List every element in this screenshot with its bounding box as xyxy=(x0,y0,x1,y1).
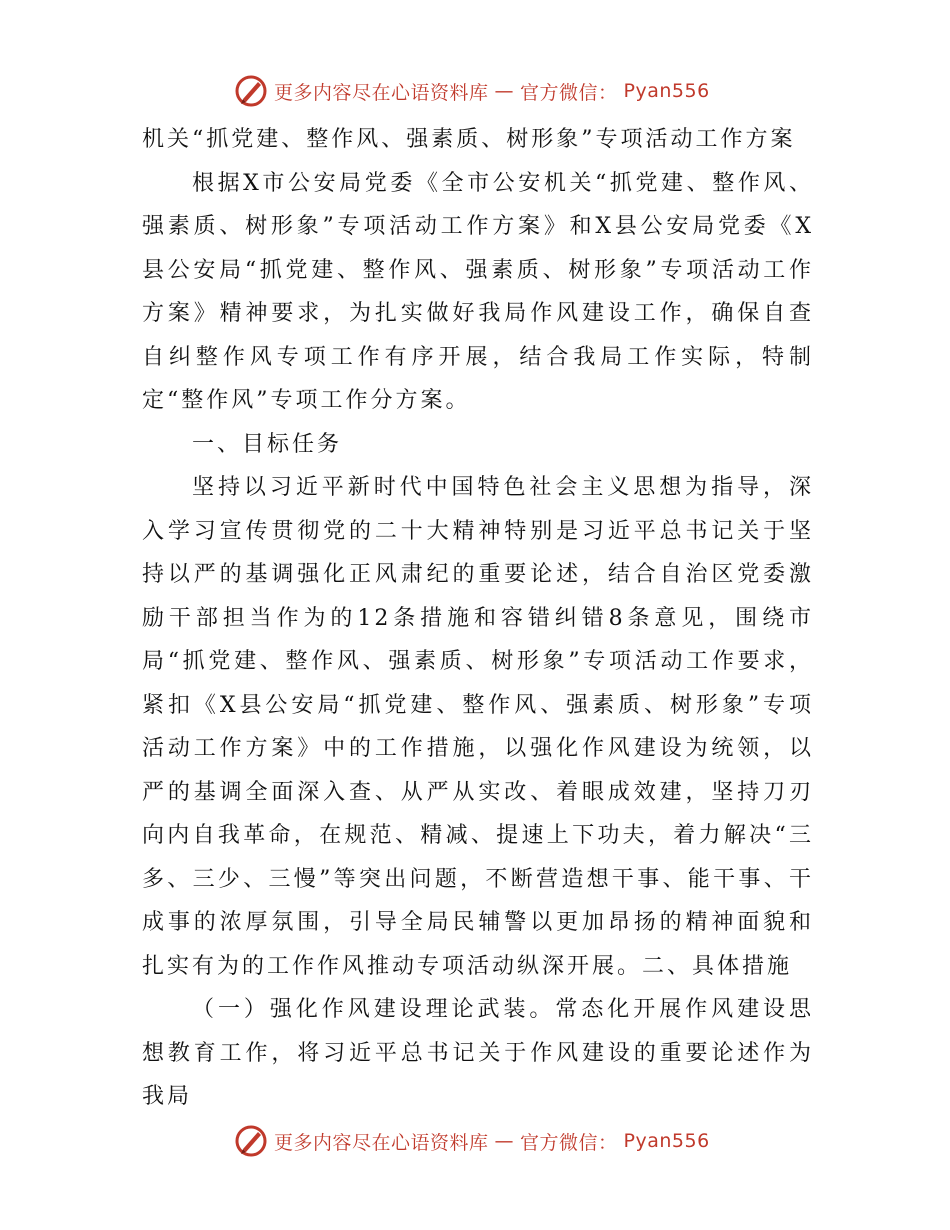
watermark-wechat-label: 官方微信： xyxy=(520,81,618,104)
paragraph-measure-1: （一）强化作风建设理论武装。常态化开展作风建设思想教育工作，将习近平总书记关于作风建设的重要论述作为我局 xyxy=(142,997,814,1109)
watermark-header xyxy=(234,73,714,109)
watermark-wechat-label: 官方微信： xyxy=(520,1131,618,1154)
document-title: 机关“抓党建、整作风、强素质、树形象”专项活动工作方案 xyxy=(142,127,796,152)
section-heading-goals: 一、目标任务 xyxy=(192,431,343,457)
watermark-footer xyxy=(234,1123,714,1159)
watermark-wechat-id: Pyan556 xyxy=(623,80,710,102)
watermark-separator: — xyxy=(494,1130,515,1152)
pen-logo-icon xyxy=(234,1124,268,1158)
watermark-wechat-id: Pyan556 xyxy=(623,1130,710,1152)
watermark-text: 更多内容尽在心语资料库 xyxy=(274,81,489,104)
paragraph-goals: 坚持以习近平新时代中国特色社会主义思想为指导，深入学习宣传贯彻党的二十大精神特别是习近平总书记关于坚持以严的基调强化正风肃纪的重要论述，结合自治区党委激励干部担当作为的12条措施和容错纠错8条意见，围绕市局“抓党建、整作风、强素质、树形象”专项活动工作要求，紧扣《X县公安局“抓党建、整作风、强素质、树形象”专项活动工作方案》中的工作措施，以强化作风建设为统领，以严的基调全面深入查、从严从实改、着眼成效建，坚持刀刃向内自我革命，在规范、精减、提速上下功夫，着力解决“三多、三少、三慢”等突出问题，不断营造想干事、能干事、干成事的浓厚氛围，引导全局民辅警以更加昂扬的精神面貌和扎实有为的工作作风推动专项活动纵深开展。二、具体措施 xyxy=(142,475,814,979)
watermark-separator: — xyxy=(494,80,515,102)
watermark-text: 更多内容尽在心语资料库 xyxy=(274,1131,489,1154)
document-body xyxy=(142,118,814,1119)
pen-logo-icon xyxy=(234,74,268,108)
paragraph-intro: 根据X市公安局党委《全市公安机关“抓党建、整作风、强素质、树形象”专项活动工作方案》和X县公安局党委《X县公安局“抓党建、整作风、强素质、树形象”专项活动工作方案》精神要求，为扎实做好我局作风建设工作，确保自查自纠整作风专项工作有序开展，结合我局工作实际，特制定“整作风”专项工作分方案。 xyxy=(142,170,814,413)
